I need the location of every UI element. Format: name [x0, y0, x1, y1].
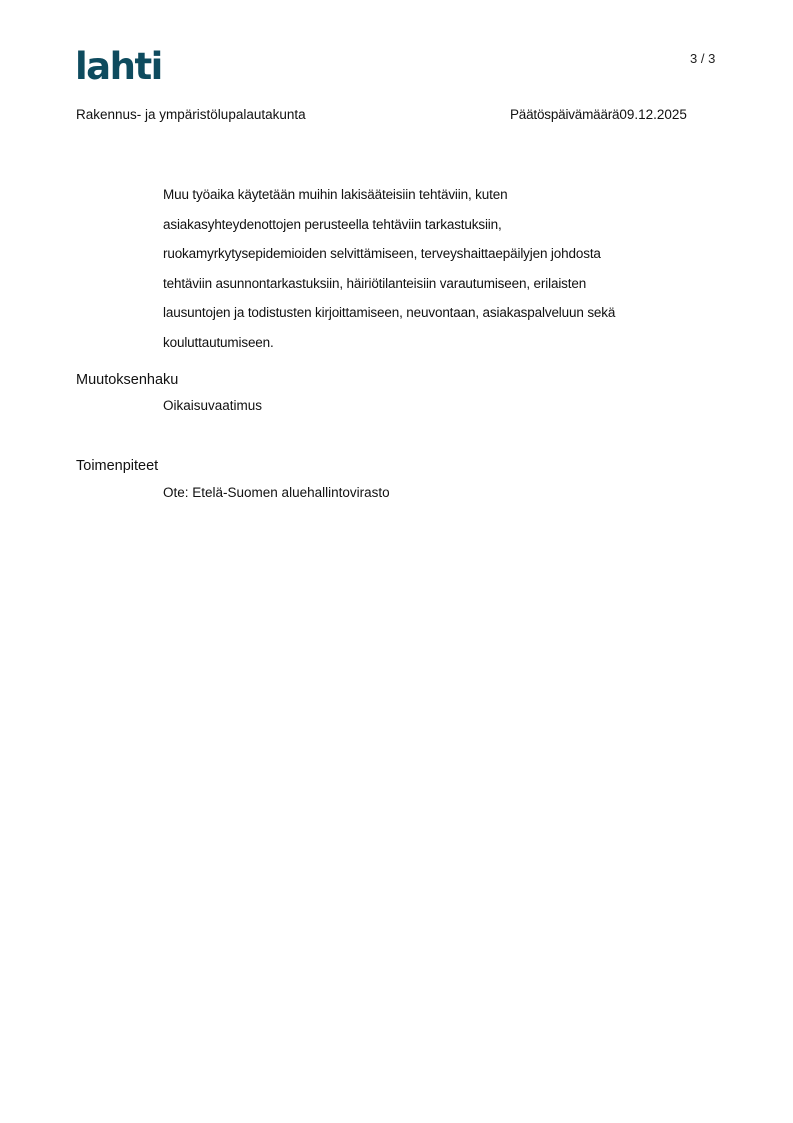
decision-body-text: [163, 180, 723, 357]
body-line: ruokamyrkytysepidemioiden selvittämiseen, terveyshaittaepäilyjen johdosta: [163, 246, 601, 261]
body-line: kouluttautumiseen.: [163, 334, 274, 350]
appeal-value: Oikaisuvaatimus: [163, 398, 263, 413]
body-line: Muu työaika käytetään muihin lakisääteisiin tehtäviin, kuten: [163, 187, 508, 202]
lahti-logo: [75, 46, 170, 84]
decision-date-value: 09.12.2025: [619, 107, 687, 122]
body-line: lausuntojen ja todistusten kirjoittamiseen, neuvontaan, asiakaspalveluun sekä: [163, 305, 616, 320]
svg-text:lahti: lahti: [75, 46, 162, 84]
actions-value: Ote: Etelä-Suomen aluehallintovirasto: [163, 485, 390, 500]
section-heading-appeal: Muutoksenhaku: [76, 372, 179, 388]
body-line: asiakasyhteydenottojen perusteella tehtäviin tarkastuksiin,: [163, 216, 502, 232]
body-line: tehtäviin asunnontarkastuksiin, häiriötilanteisiin varautumiseen, erilaisten: [163, 275, 587, 291]
section-heading-actions: Toimenpiteet: [76, 458, 159, 474]
decision-date-label: Päätöspäivämäärä: [510, 107, 620, 122]
page-number: 3 / 3: [690, 51, 716, 66]
decision-date: [510, 107, 687, 122]
committee-name: Rakennus- ja ympäristölupalautakunta: [76, 107, 306, 122]
